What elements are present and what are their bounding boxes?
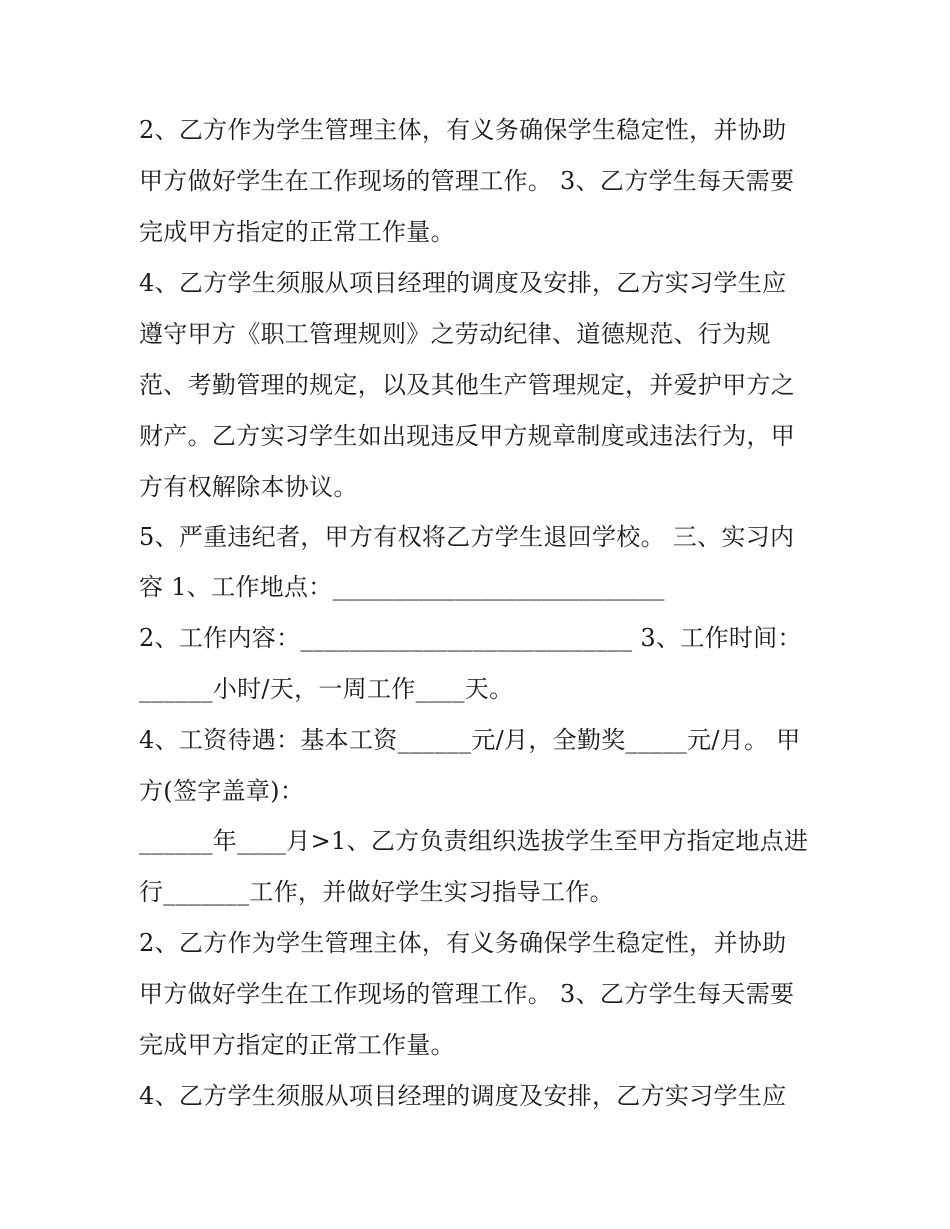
text-line: 2、乙方作为学生管理主体，有义务确保学生稳定性，并协助 [139,929,787,957]
text-line: 5、严重违纪者，甲方有权将乙方学生退回学校。 三、实习内 [139,523,795,551]
text-line: 4、乙方学生须服从项目经理的调度及安排，乙方实习学生应 [139,1082,787,1110]
text-line: 容 1、工作地点：___________________________ [139,573,665,601]
text-line: 方有权解除本协议。 [139,473,358,501]
text-line: 行_______工作，并做好学生实习指导工作。 [139,878,614,906]
text-line: 4、工资待遇：基本工资______元/月，全勤奖_____元/月。 甲 [139,726,801,754]
text-line: 完成甲方指定的正常工作量。 [139,1031,455,1059]
text-line: 范、考勤管理的规定，以及其他生产管理规定，并爱护甲方之 [139,371,796,399]
text-line: ______年____月>1、乙方负责组织选拔学生至甲方指定地点进 [139,827,809,855]
text-line: 2、乙方作为学生管理主体，有义务确保学生稳定性，并协助 [139,116,787,144]
text-line: 财产。乙方实习学生如出现违反甲方规章制度或违法行为，甲 [139,422,796,450]
text-line: 4、乙方学生须服从项目经理的调度及安排，乙方实习学生应 [139,269,787,297]
text-line: 方(签字盖章)： [139,777,305,805]
text-line: 2、工作内容：___________________________ 3、工作时间： [139,624,802,652]
text-line: 完成甲方指定的正常工作量。 [139,218,455,246]
text-line: 遵守甲方《职工管理规则》之劳动纪律、道德规范、行为规 [139,320,771,348]
text-line: 甲方做好学生在工作现场的管理工作。 3、乙方学生每天需要 [139,980,795,1008]
text-line: ______小时/天，一周工作____天。 [139,675,514,703]
text-line: 甲方做好学生在工作现场的管理工作。 3、乙方学生每天需要 [139,167,795,195]
